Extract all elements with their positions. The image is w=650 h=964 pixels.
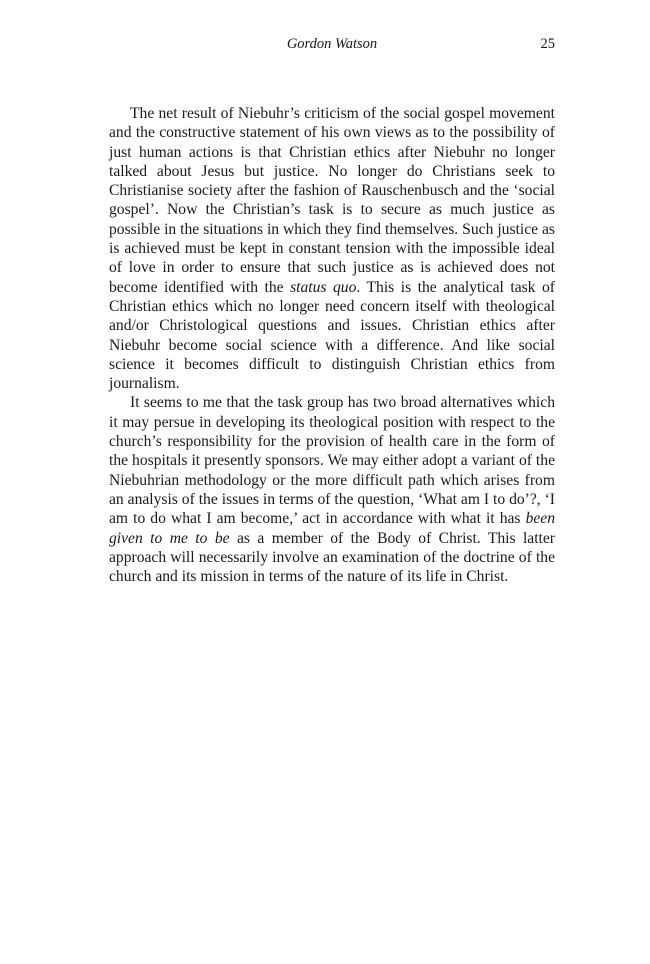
page-number: 25 xyxy=(540,36,555,52)
paragraph-2 xyxy=(109,393,555,586)
paragraph-2-text-end: as a member of the Body of Christ. This latter approach will necessarily involve an examination of the doctrine of the church and its mission in terms of the nature of its life in Christ. xyxy=(109,529,555,586)
paragraph-1-text: The net result of Niebuhr’s criticism of the social gospel movement and the constructive statement of his own views as to the possibility of just human actions is that Christian ethics after Niebuhr no longer talked about Jesus but justice. No longer do Christians seek to Christianise society after the fashion of Rauschenbusch and the ‘social gospel’. Now the Christian’s task is to secure as much justice as possible in the situations in which they find themselves. Such justice as is achieved must be kept in constant tension with the impossible ideal of love in order to ensure that such justice as is achieved does not become identified with the xyxy=(109,105,555,296)
paragraph-1-italic: status quo xyxy=(290,278,357,296)
paragraph-1 xyxy=(109,104,555,393)
paragraph-1-text-end: . This is the analytical task of Christian ethics which no longer need concern itself with theological and/or Christological questions and issues. Christian ethics after Niebuhr become social science with a difference. And like social science it becomes difficult to distinguish Christian ethics from journalism. xyxy=(109,278,555,393)
running-head xyxy=(109,36,555,56)
running-head-author: Gordon Watson xyxy=(286,36,378,52)
paragraph-2-italic: been given to me to be xyxy=(109,510,555,547)
body-text xyxy=(109,104,555,586)
paragraph-2-text: It seems to me that the task group has two broad alternatives which it may persue in developing its theological position with respect to the church’s responsibility for the provision of health care in the form of the hospitals it presently sponsors. We may either adopt a variant of the Niebuhrian methodology or the more difficult path which arises from an analysis of the issues in terms of the question, ‘What am I to do’?, ‘I am to do what I am become,’ act in accordance with what it has xyxy=(109,394,555,528)
